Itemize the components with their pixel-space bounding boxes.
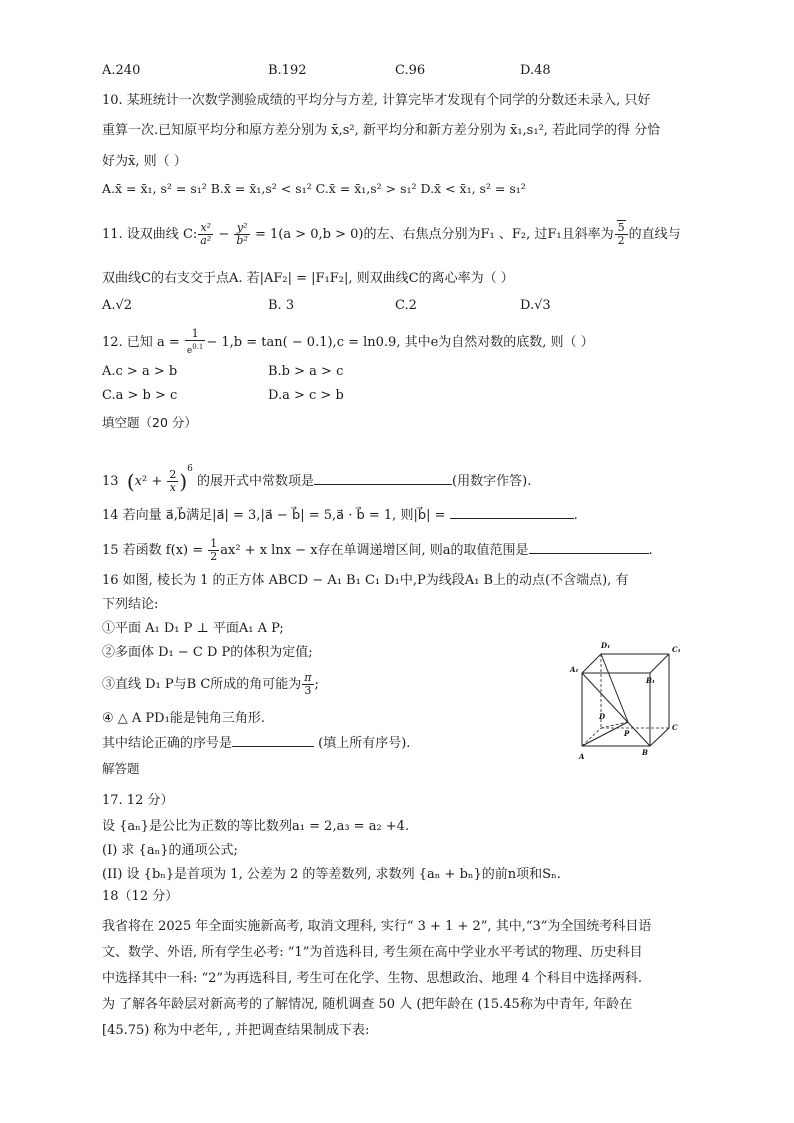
q12-option-a: A.c > a > b [102, 364, 178, 379]
q9-option-a: A.240 [102, 63, 141, 78]
q12-rest: − 1,b = tan( − 0.1),c = ln0.9, 其中e为自然对数的底数, 则（ ） [206, 335, 594, 350]
q16-conclusion-2: ②多面体 D₁ − C D P的体积为定值; [102, 645, 313, 660]
label-b1: B₁ [646, 676, 655, 685]
q15-answer-blank[interactable] [529, 541, 649, 554]
q18-head: 18（12 分） [102, 889, 179, 904]
q16-line2: 下列结论: [102, 597, 159, 612]
q11-prefix: 11. 设双曲线 C: [102, 227, 198, 242]
q13-after: (用数字作答). [452, 474, 532, 489]
q13-frac: $\frac{2}{x}$ [169, 468, 177, 494]
q11-line1: 11. 设双曲线 C: $\frac{\text{x²}}{\text{a²}}$ − $\frac{\text{y²}}{\text{b²}}$ = 1(a > 0,b > 0)的左、右焦点分别为F₁ 、F₂, 过F₁且斜率为 $\frac{5}{2}$ 的直线与 [102, 221, 681, 247]
q16-ask-text: 其中结论正确的序号是 [102, 736, 233, 751]
label-c: C [672, 723, 678, 732]
label-a: A [579, 752, 585, 761]
q11-frac-y: $\frac{\text{y²}}{\text{b²}}$ [236, 221, 248, 247]
q16-conclusion-4: ④ △ A PD₁能是钝角三角形. [102, 711, 265, 726]
q16-answer-blank[interactable] [232, 734, 314, 747]
label-a1: A₁ [570, 665, 579, 674]
q17-line3: (II) 设 {bₙ}是首项为 1, 公差为 2 的等差数列, 求数列 {aₙ + bₙ}的前n项和Sₙ. [102, 867, 561, 882]
q15-frac: $\frac{1}{2}$ [210, 537, 218, 563]
q18-line4: 为 了解各年龄层对新高考的了解情况, 随机调查 50 人 (把年龄在 (15.45称为中青年, 年龄在 [102, 997, 633, 1012]
fill-in-heading: 填空题（20 分） [102, 415, 197, 430]
q13-number: 13 [102, 474, 119, 489]
q11-eq-tail: = 1(a > 0,b > 0)的左、右焦点分别为F₁ 、F₂, 过F₁且斜率为 [250, 227, 614, 242]
q11-option-c: C.2 [395, 298, 417, 313]
q15-prefix: 15 若函数 f(x) = [102, 543, 204, 558]
q11-slope-frac: $\frac{5}{2}$ [615, 222, 628, 247]
q14-answer-blank[interactable] [450, 506, 574, 519]
q12-option-b: B.b > a > c [268, 364, 344, 379]
q14-text: 14 若向量 a⃗,b⃗满足|a⃗| = 3,|a⃗ − b⃗| = 5,a⃗ · b⃗ = 1, 则|b⃗| = [102, 508, 446, 523]
q9-option-c: C.96 [395, 63, 426, 78]
q17-line1: 设 {aₙ}是公比为正数的等比数列a₁ = 2,a₃ = a₂ +4. [102, 819, 410, 834]
q15-rest: ax² + x lnx − x存在单调递增区间, 则a的取值范围是 [220, 543, 529, 558]
q16-conclusion-3: ③直线 D₁ P与B C所成的角可能为 $\frac{\pi}{3}$ ; [102, 671, 319, 697]
q16-c3-text: ③直线 D₁ P与B C所成的角可能为 [102, 677, 302, 692]
q11-option-a: A.√2 [102, 298, 133, 313]
q10-line3: 好为x̄, 则（ ） [102, 154, 187, 169]
q10-options: A.x̄ = x̄₁, s² = s₁² B.x̄ = x̄₁,s² < s₁² C.x̄ = x̄₁,s² > s₁² D.x̄ < x̄₁, s² = s₁² [102, 181, 526, 196]
q16-pi-frac: $\frac{\pi}{3}$ [304, 671, 312, 697]
q9-option-b: B.192 [268, 63, 307, 78]
q9-option-d: D.48 [520, 63, 551, 78]
q15-line: 15 若函数 f(x) = $\frac{1}{2}$ ax² + x lnx − x存在单调递增区间, 则a的取值范围是 . [102, 537, 653, 563]
label-d: D [599, 712, 606, 721]
q18-line2: 文、数学、外语, 所有学生必考: “1”为首选科目, 考生须在高中学业水平考试的物理、历史科目 [102, 945, 643, 960]
q18-line3: 中选择其中一科: “2”为再选科目, 考生可在化学、生物、思想政治、地理 4 个科目中选择两科. [102, 971, 643, 986]
q11-option-b: B. 3 [268, 298, 295, 313]
q10-line1: 10. 某班统计一次数学测验成绩的平均分与方差, 计算完毕才发现有个同学的分数还未录入, 只好 [102, 93, 651, 108]
q14-line: 14 若向量 a⃗,b⃗满足|a⃗| = 3,|a⃗ − b⃗| = 5,a⃗ · b⃗ = 1, 则|b⃗| = . [102, 508, 578, 523]
label-p: P [624, 729, 630, 738]
answer-heading: 解答题 [102, 761, 140, 776]
q16-ask-after: (填上所有序号). [318, 736, 411, 751]
label-d1: D₁ [601, 641, 611, 650]
label-c1: C₁ [672, 645, 681, 654]
q10-line2: 重算一次.已知原平均分和原方差分别为 x̄,s², 新平均分和新方差分别为 x̄₁,s₁², 若此同学的得 分恰 [102, 123, 661, 138]
q11-tail: 的直线与 [628, 227, 681, 242]
q16-line1: 16 如图, 棱长为 1 的正方体 ABCD − A₁ B₁ C₁ D₁中,P为线段A₁ B上的动点(不含端点), 有 [102, 573, 629, 588]
q12-prefix: 12. 已知 a = [102, 335, 180, 350]
q18-line5: [45.75) 称为中老年, , 并把调查结果制成下表: [102, 1023, 370, 1038]
q12-frac: $\frac{1}{e^{0.1}}$ [186, 327, 204, 356]
q18-line1: 我省将在 2025 年全面实施新高考, 取消文理科, 实行“ 3 + 1 + 2”, 其中,“3”为全国统考科目语 [102, 919, 652, 934]
q13-line: 13 (x² + $\frac{2}{x}$ )$^6$ 的展开式中常数项是 (用数字作答). [102, 464, 532, 494]
q16-conclusion-1: ①平面 A₁ D₁ P ⊥ 平面A₁ A P; [102, 621, 284, 636]
q17-head: 17. 12 分） [102, 793, 174, 808]
q11-line2: 双曲线C的右支交于点A. 若|AF₂| = |F₁F₂|, 则双曲线C的离心率为（ ） [102, 271, 514, 286]
q12-option-c: C.a > b > c [102, 388, 178, 403]
cube-figure [566, 638, 686, 764]
label-b: B [642, 748, 648, 757]
q13-text: 的展开式中常数项是 [197, 474, 315, 489]
q12-option-d: D.a > c > b [268, 388, 344, 403]
q11-frac-x: $\frac{\text{x²}}{\text{a²}}$ [200, 221, 212, 247]
q16-ask [102, 734, 410, 753]
q17-line2: (I) 求 {aₙ}的通项公式; [102, 843, 238, 858]
q13-answer-blank[interactable] [314, 472, 452, 485]
q12-line [102, 328, 594, 357]
q11-option-d: D.√3 [520, 298, 551, 313]
